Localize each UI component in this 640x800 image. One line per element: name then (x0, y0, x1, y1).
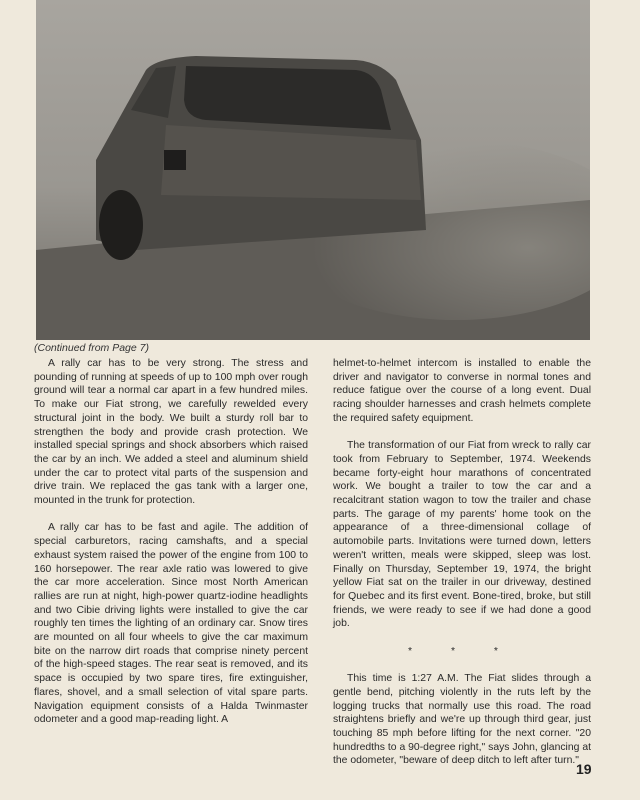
page-number: 19 (576, 761, 592, 777)
paragraph: The transformation of our Fiat from wreck to rally car took from February to September, 1974. Weekends became forty-eight hour marathons of concentrated work. We bought a trailer to tow the car and a recalcitrant station wagon to tow the trailer and chase parts. The garage of my parents' home took on the appearance of a three-dimensional collage of automobile parts. Invitations were turned down, letters weren't written, meals were skipped, sleep was lost. Finally on Thursday, September 19, 1974, the bright yellow Fiat sat on the trailer in our driveway, destined for Quebec and its first event. Bone-tired, broke, but still friends, we were ready to see if we had done a good job. (333, 440, 591, 630)
paragraph: A rally car has to be very strong. The stress and pounding of running at speeds of up to 100 mph over rough ground will tear a normal car apart in a few hundred miles. To make our Fiat strong, we carefully rewelded every structural joint in the body. We built a sturdy roll bar to strengthen the body and provide crash protection. We installed special springs and shock absorbers which raised the car by an inch. We added a steel and aluminum shield under the car to protect vital parts of the suspension and drive train. We replaced the gas tank with a larger one, mounted in the trunk for protection. (34, 358, 308, 507)
rally-car-illustration (36, 0, 590, 340)
paragraph: This time is 1:27 A.M. The Fiat slides through a gentle bend, pitching violently in the ruts left by the logging trucks that normally use this road. The road straightens briefly and we're up through third gear, just touching 85 mph before lifting for the next corner. "20 hundredths to a 90-degree right," says John, glancing at the odometer, "beware of deep ditch to left after turn." (333, 673, 591, 767)
paragraph: helmet-to-helmet intercom is installed to enable the driver and navigator to converse in normal tones and reduce fatigue over the course of a long event. Dual racing shoulder harnesses and crash helmets complete the required safety equipment. (333, 358, 591, 424)
right-column (333, 357, 591, 782)
section-divider: * * * (408, 645, 516, 657)
rally-car-photo (36, 0, 590, 340)
left-column (34, 357, 308, 741)
continuation-caption: (Continued from Page 7) (34, 342, 149, 354)
paragraph: A rally car has to be fast and agile. The addition of special carburetors, racing camshafts, and a special exhaust system raised the power of the engine from 100 to 160 horsepower. The rear axle ratio was lowered to give the car more acceleration. Since most North American rallies are run at night, high-power quartz-iodine headlights and two Cibie driving lights were installed to give the car roughly ten times the lighting of an ordinary car. Snow tires are mounted on all four wheels to give the car maximum bite on the narrow dirt roads that comprise ninety percent of the high-speed stages. The rear seat is removed, and its space is occupied by two spare tires, fire extinguisher, flares, shovel, and a small selection of vital spare parts. Navigation equipment consists of a Halda Twinmaster odometer and a good map-reading light. A (34, 522, 308, 726)
